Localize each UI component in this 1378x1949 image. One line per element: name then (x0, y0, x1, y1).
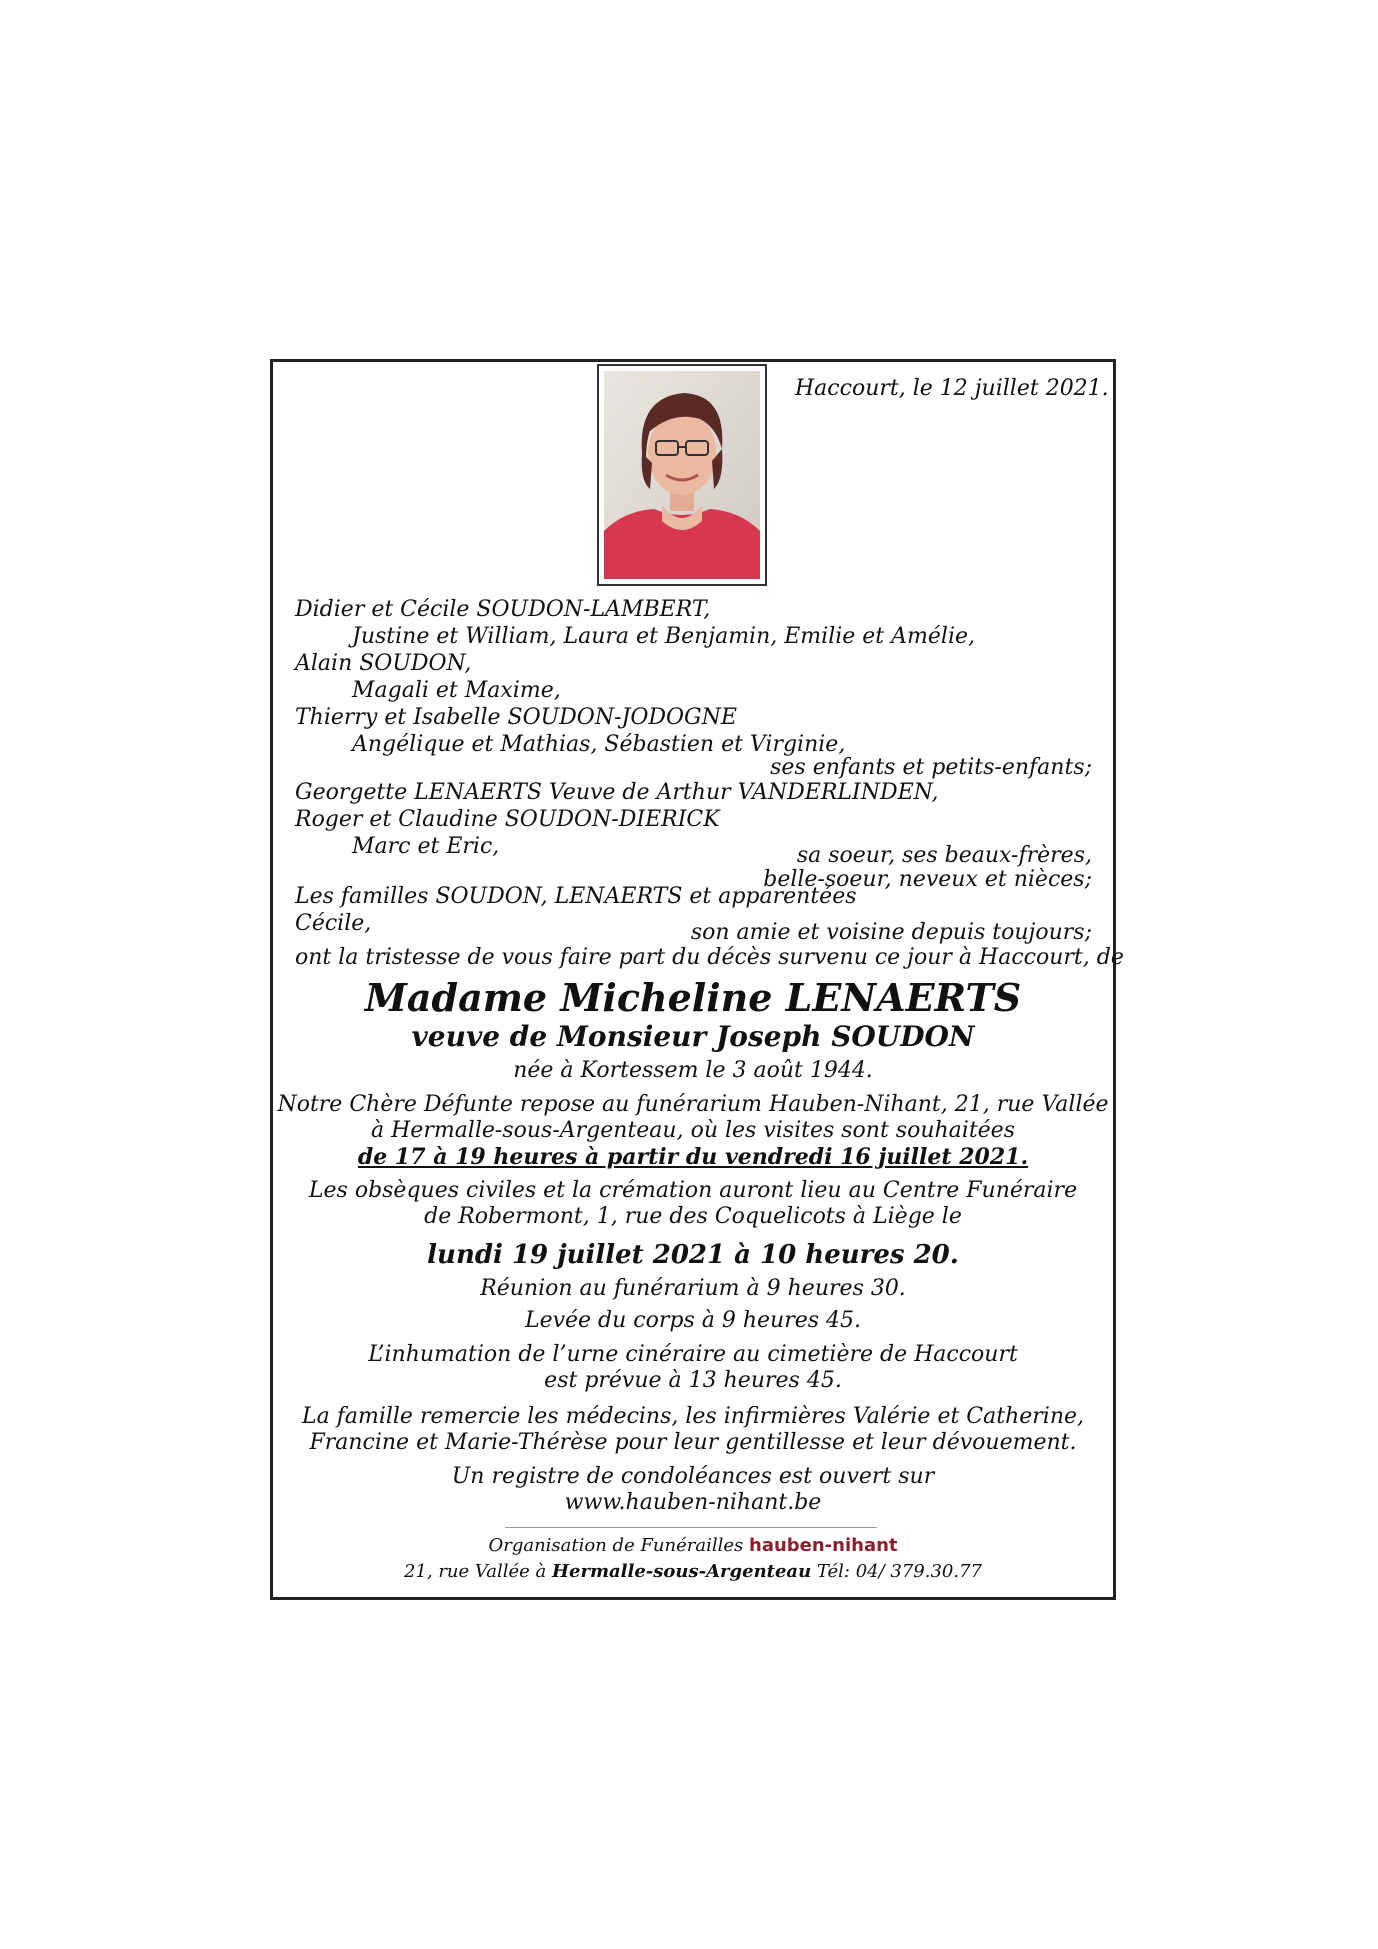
relation-line: ses enfants et petits-enfants; (770, 755, 1092, 780)
org-label: Organisation de Funérailles (488, 1535, 744, 1556)
deceased-name: Madame Micheline LENAERTS (364, 975, 1022, 1020)
announcement-intro: ont la tristesse de vous faire part du décès survenu ce jour à Haccourt, de (295, 945, 1124, 970)
portrait-photo (597, 364, 767, 586)
inhumation-line: L’inhumation de l’urne cinéraire au cimetière de Haccourt (368, 1342, 1018, 1367)
birth-line: née à Kortessem le 3 août 1944. (513, 1058, 873, 1083)
obseques-line: de Robermont, 1, rue des Coquelicots à Liège le (424, 1204, 962, 1229)
family-line: Justine et William, Laura et Benjamin, Emilie et Amélie, (352, 624, 975, 649)
family-line: Georgette LENAERTS Veuve de Arthur VANDERLINDEN, (295, 780, 939, 805)
inhumation-line: est prévue à 13 heures 45. (544, 1368, 842, 1393)
address-town: Hermalle-sous-Argenteau (552, 1561, 812, 1582)
family-line: Didier et Cécile SOUDON-LAMBERT, (295, 597, 711, 622)
family-line: Les familles SOUDON, LENAERTS et apparentées (295, 884, 857, 909)
registry-line: Un registre de condoléances est ouvert sur (451, 1464, 935, 1489)
repose-line: à Hermalle-sous-Argenteau, où les visites sont souhaitées (371, 1118, 1015, 1143)
place-date: Haccourt, le 12 juillet 2021. (795, 376, 1109, 401)
family-line: Thierry et Isabelle SOUDON-JODOGNE (295, 705, 737, 730)
visit-hours: de 17 à 19 heures à partir du vendredi 16 juillet 2021. (357, 1144, 1029, 1170)
thanks-line: Francine et Marie-Thérèse pour leur gentillesse et leur dévouement. (309, 1430, 1077, 1455)
footer-org (270, 1534, 1116, 1558)
address-prefix: 21, rue Vallée à (403, 1561, 547, 1582)
footer-divider (505, 1527, 877, 1528)
family-line: Angélique et Mathias, Sébastien et Virginie, (352, 732, 846, 757)
family-line: Cécile, (295, 911, 372, 936)
phone: Tél: 04/ 379.30.77 (816, 1561, 983, 1582)
portrait-image (604, 371, 760, 579)
relation-line: son amie et voisine depuis toujours; (690, 920, 1092, 945)
widow-line: veuve de Monsieur Joseph SOUDON (411, 1020, 975, 1053)
thanks-line: La famille remercie les médecins, les infirmières Valérie et Catherine, (301, 1404, 1085, 1429)
registry-url: www.hauben-nihant.be (564, 1490, 822, 1515)
brand-logo: hauben-nihant (749, 1535, 898, 1556)
repose-line: Notre Chère Défunte repose au funérarium Hauben-Nihant, 21, rue Vallée (277, 1092, 1109, 1117)
obseques-line: Les obsèques civiles et la crémation auront lieu au Centre Funéraire (308, 1178, 1078, 1203)
relation-line: sa soeur, ses beaux-frères, (796, 843, 1092, 868)
family-line: Marc et Eric, (352, 834, 500, 859)
family-line: Roger et Claudine SOUDON-DIERICK (295, 807, 720, 832)
family-line: Alain SOUDON, (295, 651, 472, 676)
reunion-line: Réunion au funérarium à 9 heures 30. (480, 1276, 906, 1301)
levee-line: Levée du corps à 9 heures 45. (524, 1308, 862, 1333)
ceremony-date: lundi 19 juillet 2021 à 10 heures 20. (427, 1240, 959, 1270)
relation-line: belle-soeur, neveux et nièces; (763, 867, 1092, 892)
footer-address (270, 1560, 1116, 1584)
family-line: Magali et Maxime, (352, 678, 561, 703)
